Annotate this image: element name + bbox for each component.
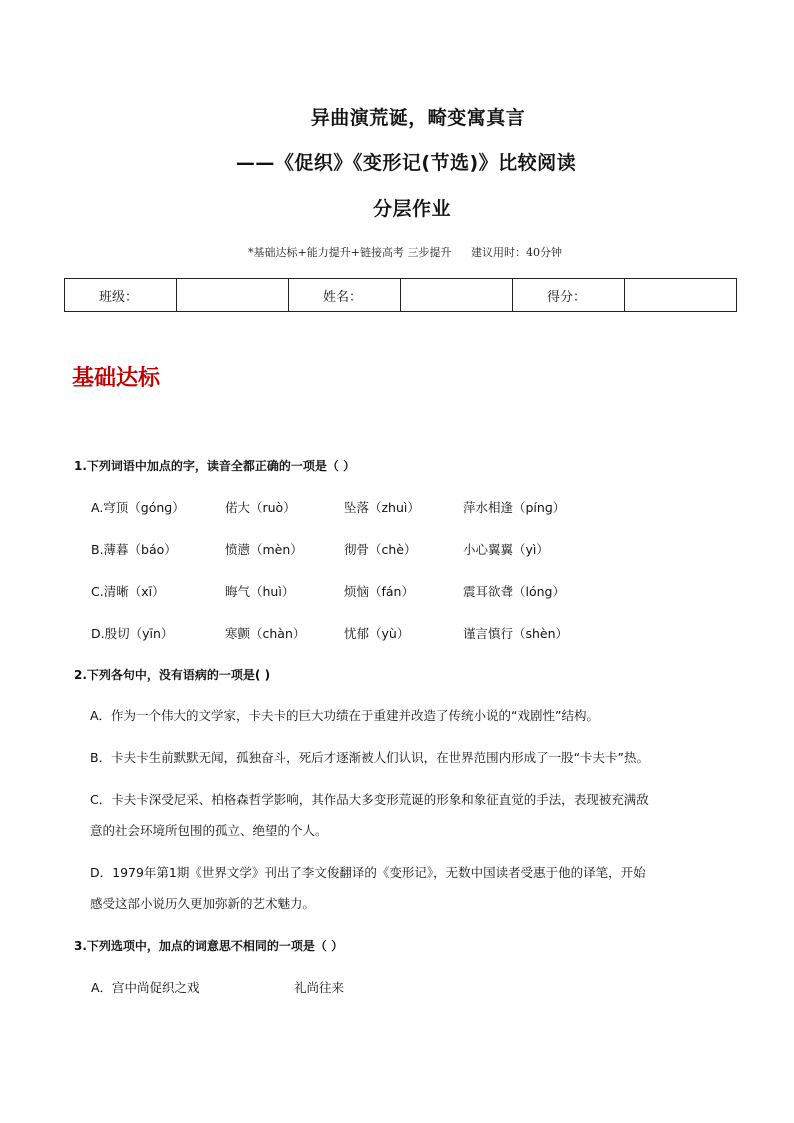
q1-a-item-2: 偌大（ruò） (225, 500, 296, 515)
q3-a-phrase-2: 礼尚往来 (294, 980, 345, 995)
question-3-stem: 3.下列选项中，加点的词意思不相同的一项是（ ） (74, 939, 344, 953)
q2-option-a: A．作为一个伟大的文学家，卡夫卡的巨大功绩在于重建并改造了传统小说的“戏剧性”结构。 (90, 708, 600, 723)
q1-c-item-3: 烦恼（fán） (344, 584, 414, 599)
q1-b-item-2: 愤懑（mèn） (225, 542, 303, 557)
class-field[interactable] (177, 279, 289, 312)
score-label: 得分： (513, 279, 625, 312)
question-1-stem: 1.下列词语中加点的字，读音全都正确的一项是（ ） (74, 459, 356, 473)
q2-option-c (90, 784, 730, 846)
q1-c-item-4: 震耳欲聋（lóng） (463, 584, 565, 599)
q2-option-d-line2: 感受这部小说历久更加弥新的艺术魅力。 (90, 896, 316, 911)
step-info (0, 244, 794, 260)
section-title: 基础达标 (72, 365, 161, 391)
homework-title: 分层作业 (372, 198, 451, 220)
q3-a-phrase-1: A．宫中尚促织之戏 (91, 980, 200, 995)
q1-b-item-3: 彻骨（chè） (344, 542, 417, 557)
q2-option-c-line1: C．卡夫卡深受尼采、柏格森哲学影响，其作品大多变形荒诞的形象和象征直觉的手法，表现被充满敌 (90, 792, 649, 807)
student-info-table (64, 278, 737, 312)
name-field[interactable] (401, 279, 513, 312)
steps-text: *基础达标+能力提升+链接高考 三步提升 (248, 246, 452, 259)
q1-b-item-1: B.薄暮（báo） (91, 542, 177, 557)
suggested-time: 建议用时：40分钟 (470, 246, 562, 259)
q1-d-item-1: D.殷切（yīn） (91, 626, 174, 641)
main-title: 异曲演荒诞，畸变寓真言 (310, 107, 526, 129)
sub-title: ——《促织》《变形记(节选)》比较阅读 (235, 152, 577, 174)
q1-b-item-4: 小心翼翼（yì） (463, 542, 549, 557)
class-label: 班级： (65, 279, 177, 312)
q1-d-item-2: 寒颤（chàn） (225, 626, 306, 641)
q2-option-c-line2: 意的社会环境所包围的孤立、绝望的个人。 (90, 823, 328, 838)
q2-option-d (90, 857, 730, 919)
question-2-stem: 2.下列各句中，没有语病的一项是( ) (74, 668, 271, 682)
q1-a-item-3: 坠落（zhuì） (344, 500, 420, 515)
q1-a-item-1: A.穹顶（gónɡ） (91, 500, 185, 515)
q1-c-item-1: C.清晰（xī） (91, 584, 165, 599)
q2-option-b: B．卡夫卡生前默默无闻，孤独奋斗，死后才逐渐被人们认识，在世界范围内形成了一股“卡夫卡”热。 (90, 750, 650, 765)
score-field[interactable] (625, 279, 737, 312)
q1-c-item-2: 晦气（huì） (225, 584, 295, 599)
name-label: 姓名： (289, 279, 401, 312)
q1-d-item-4: 谨言慎行（shèn） (463, 626, 569, 641)
q1-d-item-3: 忧郁（yù） (344, 626, 410, 641)
q2-option-d-line1: D．1979年第1期《世界文学》刊出了李文俊翻译的《变形记》，无数中国读者受惠于他的译笔，开始 (90, 865, 646, 880)
q1-a-item-4: 萍水相逢（pínɡ） (463, 500, 566, 515)
